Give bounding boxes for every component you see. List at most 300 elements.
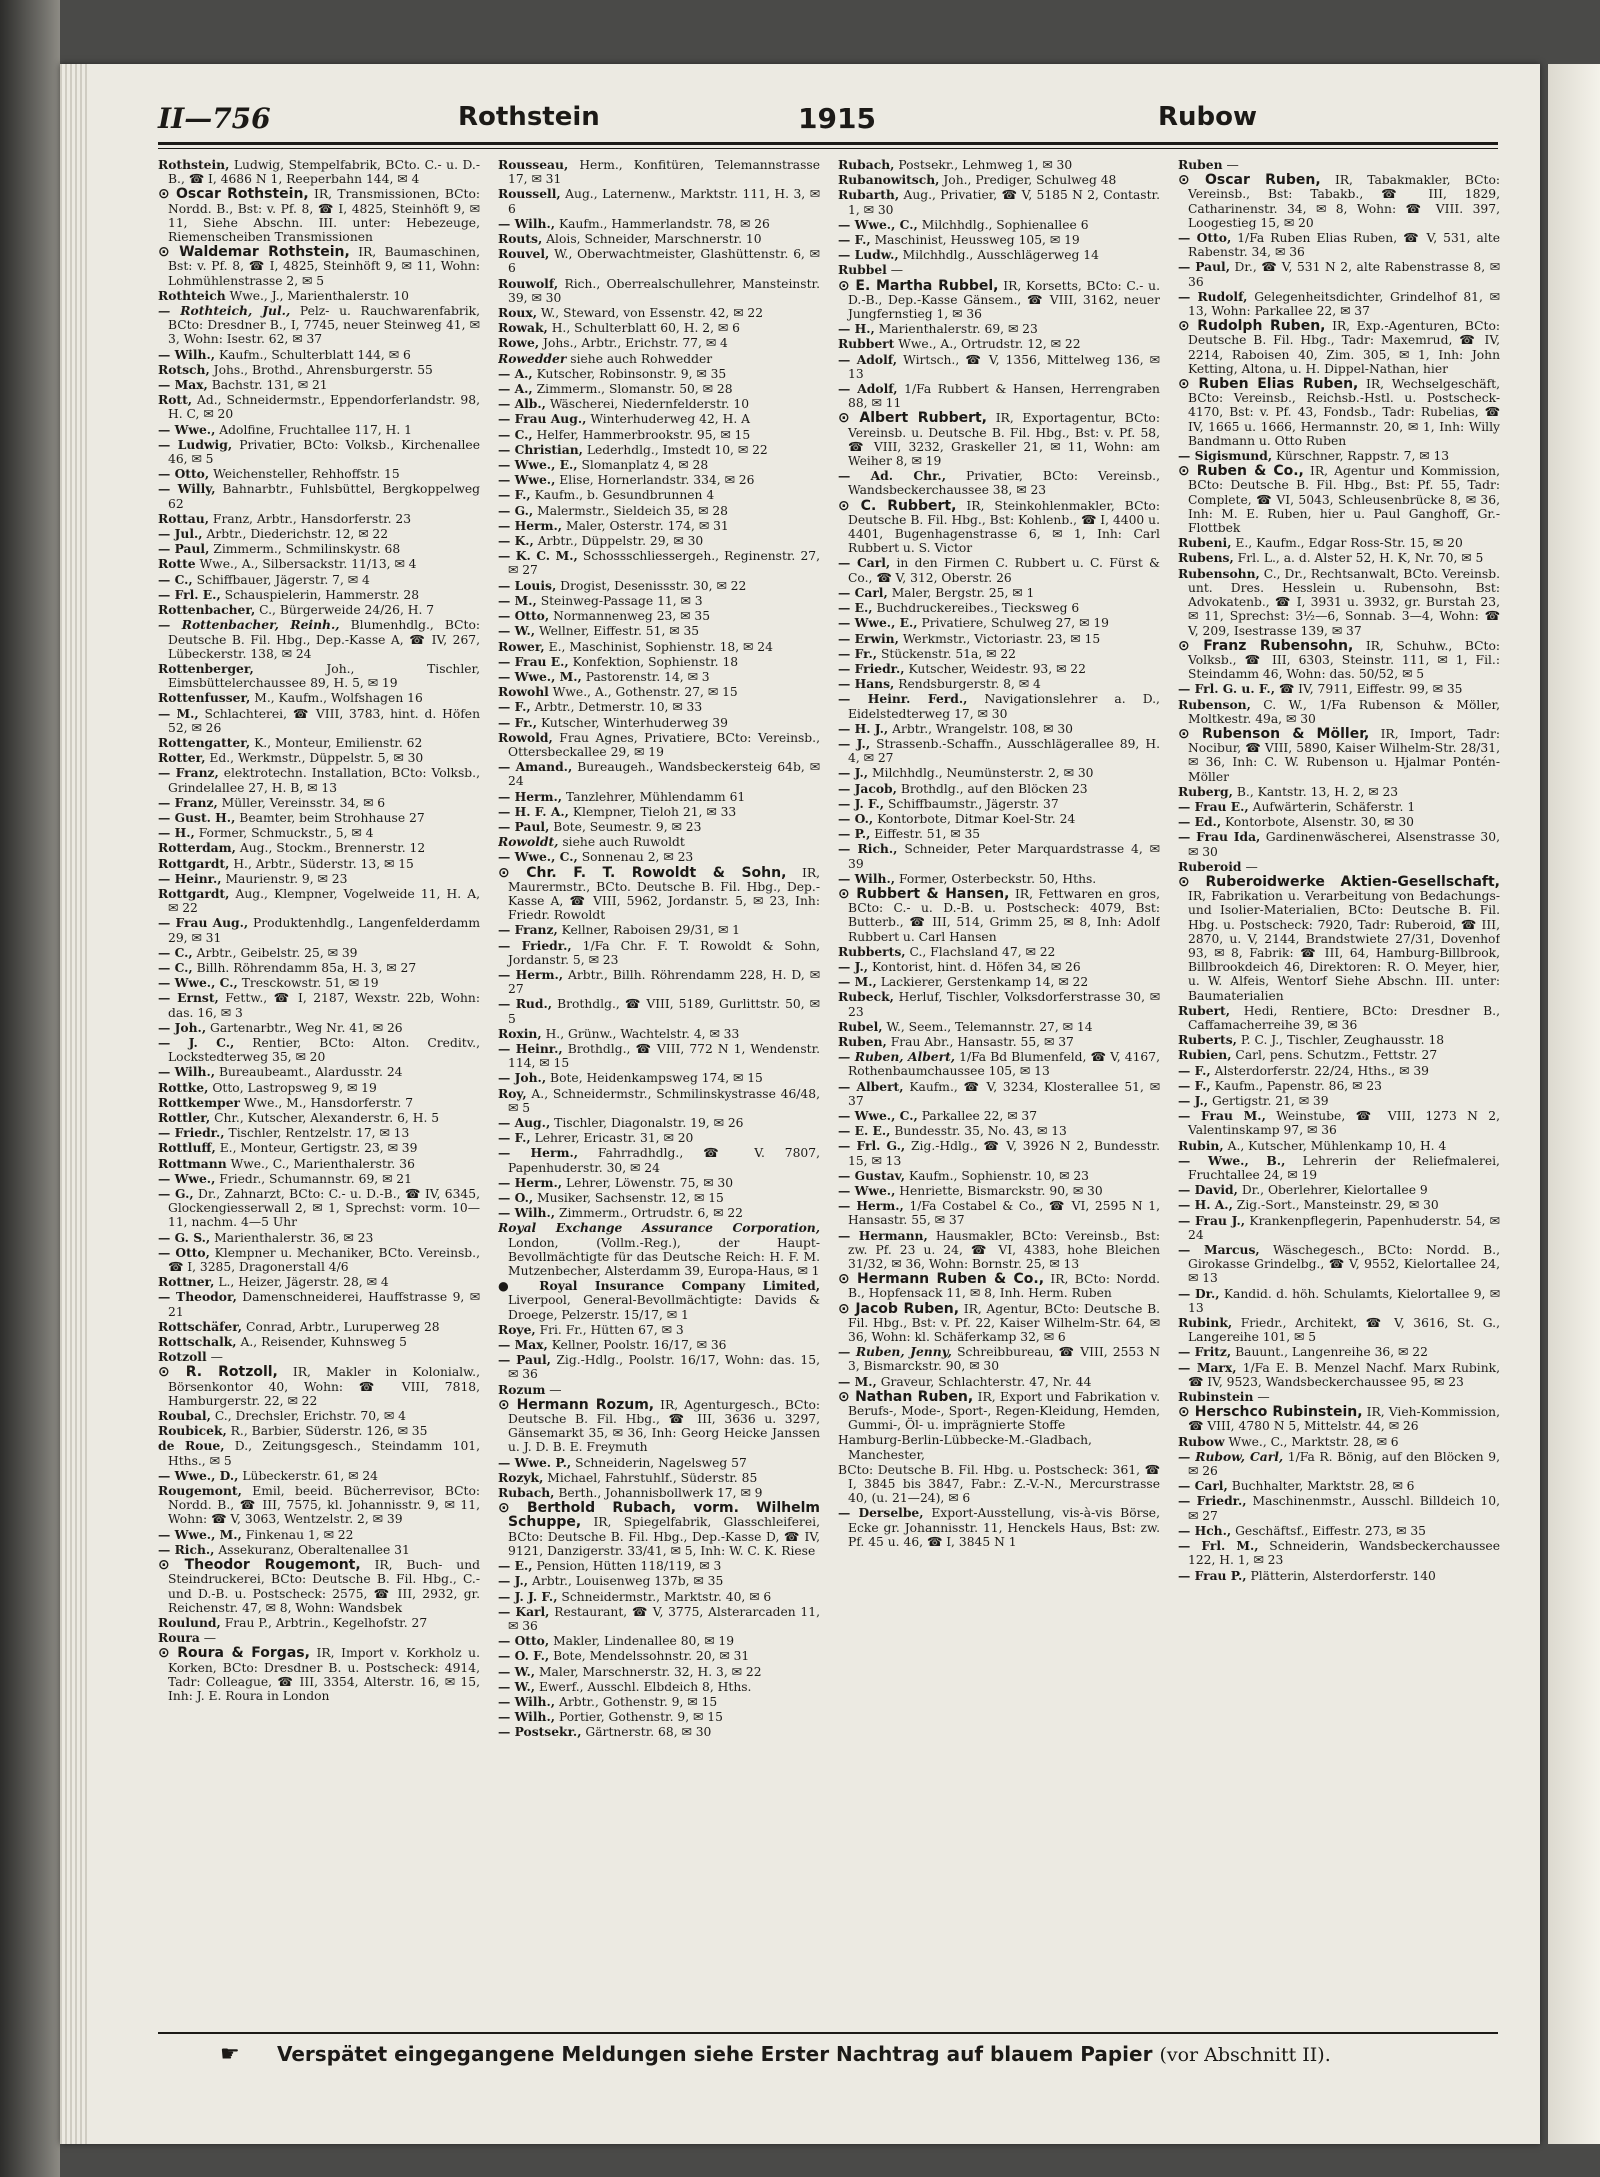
header-first-name: Rothstein — [458, 102, 600, 132]
entry-name: — Rud., — [498, 996, 553, 1012]
entry-details: IR, Wechselgeschäft, BCto: Vereinsb., Reichsb.-Hstl. u. Postscheck-4170, Bst: v. Pf. 43, Fondsb., Tadr: Rubelias, ☎ IV, 1665 u. 1666, Hermannstr. 20, ✉ 1, Inh: Willy Bandmann u. Otto Ruben — [1188, 377, 1500, 448]
directory-entry — [158, 618, 480, 661]
entry-details: Frau Agnes, Privatiere, BCto: Vereinsb., Ottersbeckallee 29, ✉ 19 — [508, 730, 820, 759]
directory-entry — [158, 1469, 480, 1483]
directory-entry — [498, 1383, 820, 1397]
entry-details: 1/Fa Ruben Elias Ruben, ☎ V, 531, alte Rabenstr. 34, ✉ 36 — [1188, 231, 1500, 260]
directory-entry — [498, 473, 820, 487]
directory-entry — [1178, 1004, 1500, 1032]
entry-name: — Ludwig, — [158, 436, 233, 452]
entry-details: Wwe., M., Hansdorferstr. 7 — [243, 1095, 414, 1110]
entry-name: — Herm., — [838, 1198, 904, 1214]
entry-details: Maschinist, Heussweg 105, ✉ 19 — [874, 233, 1080, 248]
page-number: II—756 — [158, 102, 271, 135]
entry-details: Joh., Tischler, Eimsbüttelerchaussee 89, H. 5, ✉ 19 — [168, 661, 480, 691]
entry-name: — Rubow, Carl, — [1178, 1448, 1284, 1464]
entry-details: Zimmerm., Schmilinskystr. 68 — [213, 542, 401, 557]
entry-details: Fahrradhdlg., ☎ V. 7807, Papenhuderstr. 30, ✉ 24 — [508, 1146, 820, 1175]
entry-details: Chr., Kutscher, Alexanderstr. 6, H. 5 — [214, 1111, 440, 1125]
entry-details: Export-Ausstellung, vis-à-vis Börse, Ecke gr. Johannisstr. 11, Henckels Haus, Bst: zw. Pf. 45 u. 46, ☎ I, 3845 N 1 — [848, 1506, 1160, 1549]
directory-entry — [158, 1365, 480, 1408]
entry-details: ☎ IV, 7911, Eiffestr. 99, ✉ 35 — [1278, 682, 1463, 697]
entry-name: — M., — [838, 1373, 877, 1389]
entry-details: — — [1226, 158, 1239, 172]
directory-entry — [158, 512, 480, 526]
entry-name: Rott, — [158, 392, 193, 408]
directory-entry — [158, 603, 480, 617]
directory-entry — [498, 1338, 820, 1352]
entry-details: Aug., Stockm., Brennerstr. 12 — [239, 841, 426, 856]
entry-name: — Louis, — [498, 577, 557, 593]
directory-entry — [158, 573, 480, 587]
entry-details: Musiker, Sachsenstr. 12, ✉ 15 — [537, 1191, 724, 1206]
directory-entry — [158, 707, 480, 735]
directory-entry — [1178, 1033, 1500, 1047]
directory-entry — [498, 1486, 820, 1500]
directory-entry — [498, 1398, 820, 1455]
directory-entry — [158, 991, 480, 1019]
entry-name: ⊙ Waldemar Rothstein, — [158, 244, 350, 261]
entry-details: Arbtr., Düppelstr. 29, ✉ 30 — [537, 534, 704, 549]
entry-name: ⊙ Berthold Rubach, vorm. Wilhelm Schuppe, — [498, 1500, 820, 1531]
entry-name: — H. A., — [1178, 1197, 1233, 1213]
entry-name: — Frau J., — [1178, 1212, 1246, 1228]
entry-details: Brothdlg., auf den Blöcken 23 — [900, 781, 1088, 796]
entry-details: Gardinenwäscherei, Alsenstrasse 30, ✉ 30 — [1188, 830, 1500, 859]
directory-entry — [158, 1157, 480, 1171]
entry-details: Wwe., J., Marienthalerstr. 10 — [229, 288, 409, 303]
directory-entry — [1178, 290, 1500, 318]
entry-name: ⊙ R. Rotzoll, — [158, 1364, 278, 1381]
entry-details: Kandid. d. höh. Schulamts, Kielortallee 9, ✉ 13 — [1188, 1286, 1500, 1315]
entry-details: Carl, pens. Schutzm., Fettstr. 27 — [1235, 1048, 1438, 1063]
directory-entry — [158, 1646, 480, 1703]
entry-details: E., Maschinist, Sophienstr. 18, ✉ 24 — [548, 639, 773, 654]
entry-name: Rottau, — [158, 510, 209, 526]
directory-entry — [838, 1139, 1160, 1167]
entry-details: Finkenau 1, ✉ 22 — [245, 1527, 354, 1542]
entry-name: — Friedr., — [838, 660, 905, 676]
entry-details: Alsterdorferstr. 22/24, Hths., ✉ 39 — [1214, 1063, 1429, 1078]
entry-details: IR, Baumaschinen, Bst: v. Pf. 8, ☎ I, 4825, Steinhöft 9, ✉ 11, Wohn: Lohmühlenstrasse 2, ✉ 5 — [168, 245, 480, 288]
directory-entry — [498, 1071, 820, 1085]
directory-entry — [1178, 682, 1500, 696]
directory-entry — [498, 412, 820, 426]
directory-entry — [158, 961, 480, 975]
directory-entry — [158, 1187, 480, 1230]
directory-entry — [498, 549, 820, 577]
directory-entry — [158, 1021, 480, 1035]
directory-entry — [838, 1229, 1160, 1272]
entry-details: Slomanplatz 4, ✉ 28 — [581, 458, 709, 473]
entry-name: — K., — [498, 533, 534, 549]
directory-entry — [1178, 1198, 1500, 1212]
entry-name: — F., — [1178, 1062, 1211, 1078]
directory-entry — [838, 1272, 1160, 1300]
entry-name: Rozum — [498, 1381, 546, 1397]
entry-details: Maschinenmstr., Ausschl. Billdeich 10, ✉ 27 — [1188, 1494, 1500, 1523]
directory-entry — [1178, 377, 1500, 448]
entry-details: H., Grünw., Wachtelstr. 4, ✉ 33 — [545, 1026, 740, 1041]
directory-entry — [158, 1558, 480, 1615]
entry-name: Ruben — [1178, 158, 1223, 172]
entry-details: Kontorbote, Ditmar Koel-Str. 24 — [877, 811, 1076, 826]
footer-text: Verspätet eingegangene Meldungen siehe Erster Nachtrag auf blauem Papier — [276, 2042, 1153, 2066]
directory-entry — [838, 188, 1160, 216]
entry-details: Marienthalerstr. 69, ✉ 23 — [878, 322, 1038, 337]
entry-name: — Frau Ida, — [1178, 829, 1261, 845]
directory-entry — [498, 1116, 820, 1130]
directory-entry — [838, 173, 1160, 187]
entry-name: — Wilh., — [158, 346, 216, 362]
entry-name: Rubbel — [838, 262, 887, 278]
entry-details: Otto, Lastropsweg 9, ✉ 19 — [212, 1080, 377, 1095]
entry-name: — A., — [498, 365, 533, 381]
directory-entry — [158, 557, 480, 571]
directory-entry — [498, 866, 820, 923]
entry-details: IR, Fabrikation u. Verarbeitung von Bedachungs- und Isolier-Materialien, BCto: Deutsche B. Fil. Hbg. u. Postscheck: 7920, Tadr: Ruberoid, ☎ III, 2870, u. V, 2144, Brandstwiete 27/31, Dovenhof 93, ✉ 8, Fabrik: ☎ III, 64, Hamburg-Billbrook, Billbrookdeich 46, Direktoren: R. O. Meyer, hier, u. W. Alfeis, Wentorf Siehe Abschn. III. unter: Baumaterialien — [1188, 889, 1500, 1003]
header-rule-thin — [158, 148, 1498, 149]
entry-details: K., Monteur, Emilienstr. 62 — [254, 735, 423, 750]
entry-details: Wäscherei, Niedernfelderstr. 10 — [549, 397, 750, 412]
entry-details: Lehrerin der Reliefmalerei, Fruchtallee 24, ✉ 19 — [1188, 1153, 1500, 1183]
entry-details: B., Kantstr. 13, H. 2, ✉ 23 — [1236, 784, 1399, 799]
entry-name: — Jacob, — [838, 780, 897, 796]
directory-entry — [1178, 1450, 1500, 1478]
entry-details: IR, Spiegelfabrik, Glasschleiferei, BCto: Deutsche B. Fil. Hbg., Dep.-Kasse D, ☎ IV, 9121, Danzigerstr. 33/41, ✉ 5, Inh: W. C. K. Riese — [508, 1515, 820, 1558]
directory-entry — [1178, 1064, 1500, 1078]
entry-name: — Frl. G., — [838, 1138, 906, 1154]
entry-name: ⊙ Oscar Ruben, — [1178, 172, 1321, 189]
entry-name: — Rich., — [158, 1541, 215, 1557]
directory-entry — [838, 722, 1160, 736]
directory-entry — [1178, 1435, 1500, 1449]
directory-entry — [498, 1027, 820, 1041]
directory-entry — [498, 504, 820, 518]
entry-name: Rubeck, — [838, 989, 894, 1005]
entry-details: Bauunt., Langenreihe 36, ✉ 22 — [1235, 1345, 1428, 1360]
entry-name: — Wwe., — [158, 1170, 216, 1186]
entry-name: Roux, — [498, 305, 537, 321]
entry-details: Schneidermstr., Marktstr. 40, ✉ 6 — [561, 1589, 772, 1604]
entry-name: Rubink, — [1178, 1315, 1233, 1331]
entry-details: Henriette, Bismarckstr. 90, ✉ 30 — [899, 1184, 1103, 1199]
entry-name: — Carl, — [838, 555, 891, 571]
entry-name: ⊙ Hermann Rozum, — [498, 1396, 655, 1413]
directory-entry — [498, 352, 820, 366]
directory-entry — [498, 716, 820, 730]
entry-details: Kutscher, Weidestr. 93, ✉ 22 — [908, 661, 1086, 676]
directory-entry — [838, 827, 1160, 841]
entry-name: — M., — [838, 974, 877, 990]
directory-entry — [498, 1559, 820, 1573]
directory-entry — [1178, 449, 1500, 463]
entry-name: Rottler, — [158, 1110, 211, 1125]
entry-name: — E. E., — [838, 1123, 891, 1139]
directory-entry — [838, 1035, 1160, 1049]
entry-details: H., Schulterblatt 60, H. 2, ✉ 6 — [551, 321, 740, 336]
directory-entry — [158, 887, 480, 915]
directory-entry — [158, 872, 480, 886]
entry-name: Rubanowitsch, — [838, 172, 940, 188]
entry-name: Rubach, — [838, 158, 895, 172]
entry-name: — Friedr., — [158, 1125, 225, 1141]
entry-details: IR, Import, Tadr: Nocibur, ☎ VIII, 5890, Kaiser Wilhelm-Str. 28/31, ✉ 36, Inh: C. W. Rubenson u. Hjalmar Pontén-Möller — [1188, 726, 1500, 784]
entry-details: Gertigstr. 21, ✉ 39 — [1211, 1094, 1329, 1108]
entry-details: Brothdlg., ☎ VIII, 5189, Gurlittstr. 50, ✉ 5 — [508, 997, 820, 1026]
entry-name: — J. C., — [158, 1034, 235, 1050]
directory-entry — [498, 700, 820, 714]
entry-details: Kellner, Raboisen 29/31, ✉ 1 — [561, 923, 741, 938]
entry-name: ⊙ Albert Rubbert, — [838, 410, 987, 427]
directory-entry — [838, 872, 1160, 886]
entry-name: — Frau E., — [498, 653, 569, 669]
entry-name: ⊙ Jacob Ruben, — [838, 1300, 960, 1317]
entry-details: Wwe., A., Gothenstr. 27, ✉ 15 — [552, 685, 738, 700]
directory-entry — [498, 1471, 820, 1485]
entry-name: — Otto, — [158, 466, 210, 482]
entry-name: Rousseau, — [498, 158, 569, 172]
directory-entry — [158, 976, 480, 990]
entry-name: Rothstein, — [158, 158, 230, 172]
entry-details: Malermstr., Sieldeich 35, ✉ 28 — [537, 503, 729, 518]
entry-details: Former, Schmuckstr., 5, ✉ 4 — [198, 826, 374, 841]
directory-entry — [158, 363, 480, 377]
entry-details: Ad., Schneidermstr., Eppendorferlandstr. 98, H. C, ✉ 20 — [168, 393, 480, 422]
entry-details: Bote, Mendelssohnstr. 20, ✉ 31 — [553, 1649, 750, 1664]
entry-name: Rottmann — [158, 1155, 227, 1171]
entry-details: Wäschegesch., BCto: Nordd. B., Girokasse Grindelbg., ☎ V, 9552, Kielortallee 24, ✉ 13 — [1188, 1243, 1500, 1286]
entry-name: — M., — [158, 705, 199, 721]
entry-name: Roussell, — [498, 186, 561, 202]
directory-entry — [498, 835, 820, 849]
directory-entry — [158, 857, 480, 871]
directory-entry — [1178, 1316, 1500, 1344]
directory-entry — [498, 1710, 820, 1724]
directory-entry — [838, 632, 1160, 646]
entry-name: — J., — [498, 1573, 529, 1589]
entry-name: Rotte — [158, 556, 196, 572]
entry-details: A., Kutscher, Mühlenkamp 10, H. 4 — [1227, 1138, 1447, 1153]
entry-details: Schiffbauer, Jägerstr. 7, ✉ 4 — [196, 572, 370, 587]
directory-entry — [498, 655, 820, 669]
entry-details: Aufwärterin, Schäferstr. 1 — [1252, 799, 1416, 814]
entry-details: Maler, Bergstr. 25, ✉ 1 — [891, 585, 1035, 600]
entry-name: — Otto, — [1178, 230, 1232, 246]
column-3 — [838, 158, 1160, 2018]
directory-entry — [158, 378, 480, 392]
directory-entry — [838, 1169, 1160, 1183]
directory-entry — [498, 443, 820, 457]
entry-details: Drogist, Desenissstr. 30, ✉ 22 — [560, 578, 747, 593]
entry-details: Johs., Arbtr., Erichstr. 77, ✉ 4 — [543, 336, 728, 351]
entry-name: — Rich., — [838, 841, 898, 857]
directory-entry — [158, 1424, 480, 1438]
directory-entry — [838, 1506, 1160, 1549]
entry-details: Billh. Röhrendamm 85a, H. 3, ✉ 27 — [196, 960, 417, 975]
entry-name: — C., — [498, 426, 533, 442]
entry-name: — Frl. G. u. F., — [1178, 681, 1275, 697]
entry-name: — Wwe., M., — [158, 1526, 242, 1542]
entry-name: Rottschäfer, — [158, 1318, 243, 1334]
directory-entry — [1178, 800, 1500, 814]
directory-entry — [498, 1501, 820, 1558]
directory-entry — [158, 1543, 480, 1557]
directory-entry — [158, 1290, 480, 1318]
entry-details: Ewerf., Ausschl. Elbdeich 8, Hths. — [538, 1679, 752, 1694]
entry-details: Weichensteller, Rehhoffstr. 15 — [213, 467, 400, 482]
header-year: 1915 — [798, 102, 876, 135]
directory-entry — [498, 1353, 820, 1381]
entry-details: Gartenarbtr., Weg Nr. 41, ✉ 26 — [210, 1020, 403, 1035]
directory-entry — [838, 782, 1160, 796]
entry-name: Ruben, — [838, 1033, 887, 1049]
entry-name: ⊙ Ruben & Co., — [1178, 463, 1304, 480]
directory-entry — [1178, 1243, 1500, 1286]
directory-entry — [158, 1631, 480, 1645]
entry-details: Krankenpflegerin, Papenhuderstr. 54, ✉ 24 — [1188, 1213, 1500, 1242]
entry-name: — Albert, — [838, 1078, 904, 1094]
directory-entry — [158, 588, 480, 602]
entry-name: — Hermann, — [838, 1227, 928, 1243]
entry-name: — Paul, — [1178, 259, 1230, 275]
entry-name: — Erwin, — [838, 630, 899, 646]
entry-details: Milchhdlg., Neumünsterstr. 2, ✉ 30 — [871, 766, 1094, 781]
entry-name: — Rottenbacher, Reinh., — [158, 617, 340, 633]
entry-details: Tischler, Diagonalstr. 19, ✉ 26 — [554, 1116, 744, 1130]
directory-entry — [498, 217, 820, 231]
directory-entry — [838, 248, 1160, 262]
directory-entry — [498, 1634, 820, 1648]
entry-name: — Friedr., — [498, 937, 572, 953]
entry-details: IR, Exportagentur, BCto: Vereinsb. u. Deutsche B. Fil. Hbg., Bst: v. Pf. 58, ☎ VIII, 3232, Graskeller 21, ✉ 11, Wohn: am Weiher 8, ✉ 19 — [848, 411, 1160, 469]
entry-details: Buchhalter, Marktstr. 28, ✉ 6 — [1231, 1479, 1415, 1494]
entry-name: — Heinr., — [498, 1040, 563, 1056]
entry-details: Marienthalerstr. 36, ✉ 23 — [214, 1230, 374, 1245]
entry-details: IR, Agentur, BCto: Deutsche B. Fil. Hbg., Bst: v. Pf. 22, Kaiser Wilhelm-Str. 64, ✉ 36, Wohn: kl. Schäferkamp 32, ✉ 6 — [848, 1301, 1160, 1345]
entry-details: Lehrer, Ericastr. 31, ✉ 20 — [534, 1131, 694, 1146]
entry-name: — Joh., — [498, 1070, 547, 1086]
entry-details: Makler, Lindenallee 80, ✉ 19 — [553, 1634, 735, 1649]
entry-details: Rich., Oberrealschullehrer, Mansteinstr. 39, ✉ 30 — [508, 276, 820, 305]
directory-entry — [1178, 1361, 1500, 1389]
entry-name: Rottgardt, — [158, 855, 230, 871]
entry-name: — H. F. A., — [498, 803, 569, 819]
directory-entry — [1178, 1214, 1500, 1242]
directory-entry — [158, 1065, 480, 1079]
directory-entry — [1178, 639, 1500, 682]
entry-name: — Postsekr., — [498, 1724, 582, 1740]
entry-name: Rottschalk, — [158, 1334, 237, 1350]
entry-name: Rubin, — [1178, 1137, 1224, 1153]
directory-entry — [158, 946, 480, 960]
directory-entry — [838, 1433, 1160, 1461]
directory-entry — [158, 841, 480, 855]
directory-entry — [1178, 815, 1500, 829]
directory-entry — [1178, 231, 1500, 259]
entry-name: Ruberoid — [1178, 858, 1242, 874]
entry-name: Roy, — [498, 1085, 527, 1101]
directory-entry — [1178, 1405, 1500, 1433]
entry-details: IR, Steinkohlenmakler, BCto: Deutsche B. Fil. Hbg., Bst: Kohlenb., ☎ I, 4400 u. 4401, Bugenhagenstrasse 6, ✉ 1, Inh: Carl Rubbert u. S. Victor — [848, 498, 1160, 556]
entry-details: Former, Osterbeckstr. 50, Hths. — [898, 871, 1097, 886]
directory-entry — [158, 751, 480, 765]
directory-entry — [838, 975, 1160, 989]
entry-name: ⊙ Hermann Ruben & Co., — [838, 1271, 1045, 1288]
directory-entry — [838, 797, 1160, 811]
directory-entry — [158, 1335, 480, 1349]
entry-details: Aug., Laternenw., Marktstr. 111, H. 3, ✉ 6 — [508, 187, 820, 216]
directory-entry — [838, 647, 1160, 661]
entry-details: 1/Fa E. B. Menzel Nachf. Marx Rubink, ☎ IV, 9523, Wandsbeckerchaussee 95, ✉ 23 — [1188, 1360, 1500, 1389]
entry-details: Tischler, Rentzelstr. 17, ✉ 13 — [228, 1126, 410, 1141]
entry-name: — Ludw., — [838, 247, 899, 263]
entry-details: Alois, Schneider, Marschnerstr. 10 — [546, 232, 762, 247]
entry-name: — Franz, — [158, 794, 218, 810]
directory-entry — [498, 968, 820, 996]
directory-entry — [158, 304, 480, 347]
entry-name: Rubien, — [1178, 1047, 1232, 1063]
directory-entry — [498, 1680, 820, 1694]
entry-details: Produktenhdlg., Langenfelderdamm 29, ✉ 31 — [168, 916, 480, 945]
entry-name: — J. F., — [838, 795, 885, 811]
directory-entry — [158, 527, 480, 541]
entry-name: — E., — [838, 600, 873, 616]
directory-entry — [158, 1616, 480, 1630]
entry-details: Privatier, BCto: Vereinsb., Wandsbeckerchaussee 38, ✉ 23 — [848, 469, 1160, 498]
entry-details: Hausmakler, BCto: Vereinsb., Bst: zw. Pf. 23 u. 24, ☎ VI, 4383, hohe Bleichen 31/32, ✉ 36, Wohn: Bornstr. 25, ✉ 13 — [848, 1228, 1160, 1272]
directory-entry — [498, 731, 820, 759]
entry-name: — M., — [498, 592, 537, 608]
entry-name: — Frau E., — [1178, 798, 1249, 814]
entry-name: — Joh., — [158, 1019, 207, 1035]
directory-entry — [838, 1124, 1160, 1138]
entry-details: Joh., Prediger, Schulweg 48 — [943, 173, 1117, 188]
entry-details: Parkallee 22, ✉ 37 — [921, 1109, 1038, 1123]
entry-name: — J., — [838, 958, 869, 974]
directory-entry — [158, 1126, 480, 1140]
entry-details: — — [210, 1350, 223, 1365]
entry-details: IR, Agentur und Kommission, BCto: Deutsche B. Fil. Hbg., Bst: Pf. 55, Tadr: Complete, ☎ VI, 5043, Schleusenbrücke 8, ✉ 36, Inh: M. E. Ruben, hier u. Paul Ganghoff, Gr.-Flottbek — [1188, 464, 1500, 536]
entry-details: 1/Fa R. Bönig, auf den Blöcken 9, ✉ 26 — [1188, 1449, 1500, 1479]
directory-entry — [498, 670, 820, 684]
directory-entry — [158, 1231, 480, 1245]
directory-entry — [158, 1141, 480, 1155]
entry-details: Kontorist, hint. d. Höfen 34, ✉ 26 — [871, 959, 1081, 974]
entry-name: ⊙ Ruberoidwerke Aktien-Gesellschaft, — [1178, 873, 1500, 890]
entry-name: Rubel, — [838, 1018, 883, 1034]
directory-entry — [1178, 1494, 1500, 1522]
directory-entry — [498, 306, 820, 320]
entry-name: — Herm., — [498, 966, 564, 982]
entry-details: Maurienstr. 9, ✉ 23 — [225, 871, 348, 886]
entry-name: — C., — [158, 944, 193, 960]
directory-entry — [838, 469, 1160, 497]
directory-entry — [1178, 1048, 1500, 1062]
directory-entry — [158, 1439, 480, 1467]
entry-name: ⊙ C. Rubbert, — [838, 497, 957, 514]
entry-details: Damenschneiderei, Hauffstrasse 9, ✉ 21 — [168, 1290, 480, 1319]
entry-name: Rowedder — [498, 350, 567, 366]
entry-name: Roulund, — [158, 1614, 221, 1630]
directory-entry — [838, 322, 1160, 336]
directory-entry — [838, 601, 1160, 615]
entry-name: Rottengatter, — [158, 734, 251, 750]
entry-name: — Otto, — [498, 608, 550, 624]
column-1 — [158, 158, 480, 2018]
directory-entry — [498, 1279, 820, 1322]
entry-details: Aug., Privatier, ☎ V, 5185 N 2, Contastr. 1, ✉ 30 — [848, 188, 1160, 217]
